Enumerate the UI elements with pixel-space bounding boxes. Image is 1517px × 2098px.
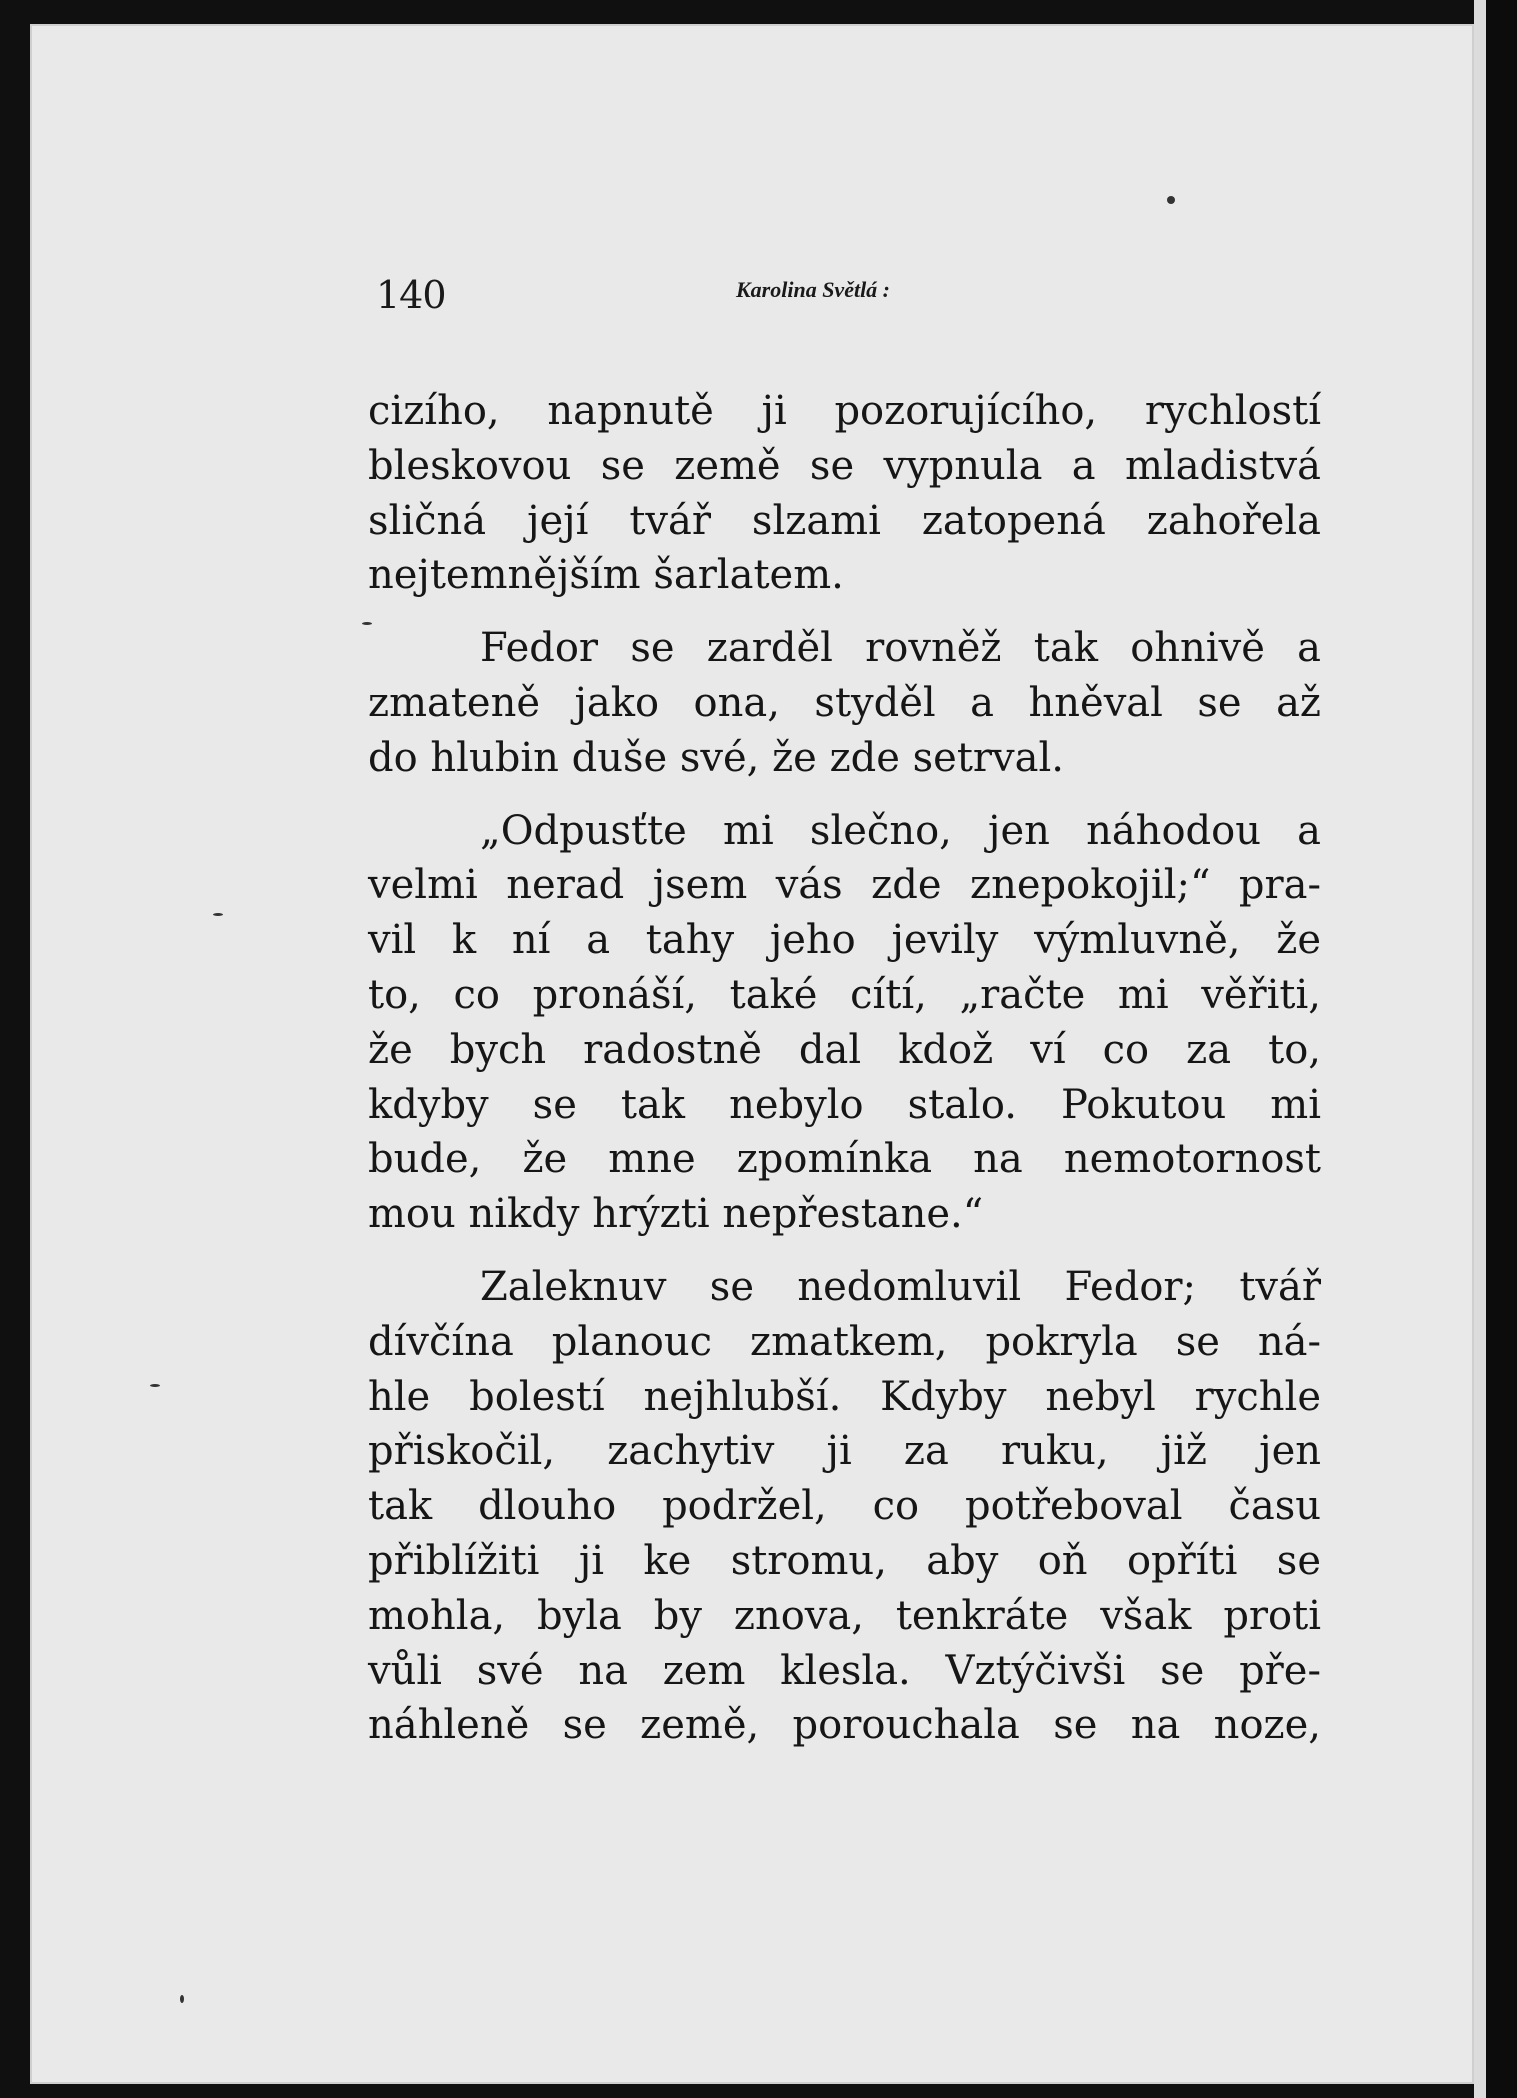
text-line: sličná její tvář slzami zatopená zahořela xyxy=(368,497,1321,544)
text-line: Zaleknuv se nedomluvil Fedor; tvář xyxy=(480,1263,1321,1310)
text-line: náhleně se země, porouchala se na noze, xyxy=(368,1702,1321,1749)
scan-speck xyxy=(150,1384,160,1387)
text-line: tak dlouho podržel, co potřeboval času xyxy=(368,1483,1321,1530)
paragraph-gap xyxy=(368,603,1321,621)
text-line: zmateně jako ona, styděl a hněval se až xyxy=(368,679,1321,726)
paragraph xyxy=(368,804,1321,1242)
scanner-border xyxy=(1486,0,1517,2098)
running-head: Karolina Světlá : xyxy=(736,277,891,302)
paragraph-gap xyxy=(368,1242,1321,1260)
scan-speck xyxy=(1167,196,1175,204)
page-header xyxy=(376,273,1322,323)
text-line: bude, že mne zpomínka na nemotornost xyxy=(368,1136,1321,1183)
page-edge-strip xyxy=(1474,0,1486,2098)
text-line: mohla, byla by znova, tenkráte však proti xyxy=(368,1592,1321,1639)
text-line: kdyby se tak nebylo stalo. Pokutou mi xyxy=(368,1081,1321,1128)
text-line: přiskočil, zachytiv ji za ruku, již jen xyxy=(368,1428,1321,1475)
paragraph xyxy=(368,621,1321,785)
text-line: Fedor se zarděl rovněž tak ohnivě a xyxy=(480,625,1321,672)
text-line: mou nikdy hrýzti nepřestane.“ xyxy=(368,1191,984,1238)
text-line: nejtemnějším šarlatem. xyxy=(368,552,844,599)
paragraph xyxy=(368,1260,1321,1753)
text-line: vůli své na zem klesla. Vztýčivši se pře- xyxy=(368,1647,1321,1694)
text-line: cizího, napnutě ji pozorujícího, rychlostí xyxy=(368,388,1321,434)
text-line: dívčína planouc zmatkem, pokryla se ná- xyxy=(368,1318,1321,1365)
text-line: že bych radostně dal kdož ví co za to, xyxy=(368,1026,1321,1073)
page-number: 140 xyxy=(376,273,446,317)
paragraph xyxy=(368,384,1321,603)
scan-speck xyxy=(213,913,223,916)
text-line: přiblížiti ji ke stromu, aby oň opříti se xyxy=(368,1537,1321,1584)
text-line: do hlubin duše své, že zde setrval. xyxy=(368,734,1064,781)
text-line: velmi nerad jsem vás zde znepokojil;“ pra- xyxy=(368,862,1321,909)
text-line: bleskovou se země se vypnula a mladistvá xyxy=(368,442,1321,489)
text-line: to, co pronáší, také cítí, „račte mi věřiti, xyxy=(368,971,1321,1018)
text-line: „Odpusťte mi slečno, jen náhodou a xyxy=(480,807,1321,854)
paragraph-gap xyxy=(368,786,1321,804)
text-line: hle bolestí nejhlubší. Kdyby nebyl rychle xyxy=(368,1373,1321,1420)
body-text xyxy=(368,384,1321,1753)
scan-speck xyxy=(180,1995,184,2003)
text-line: vil k ní a tahy jeho jevily výmluvně, že xyxy=(368,917,1321,964)
